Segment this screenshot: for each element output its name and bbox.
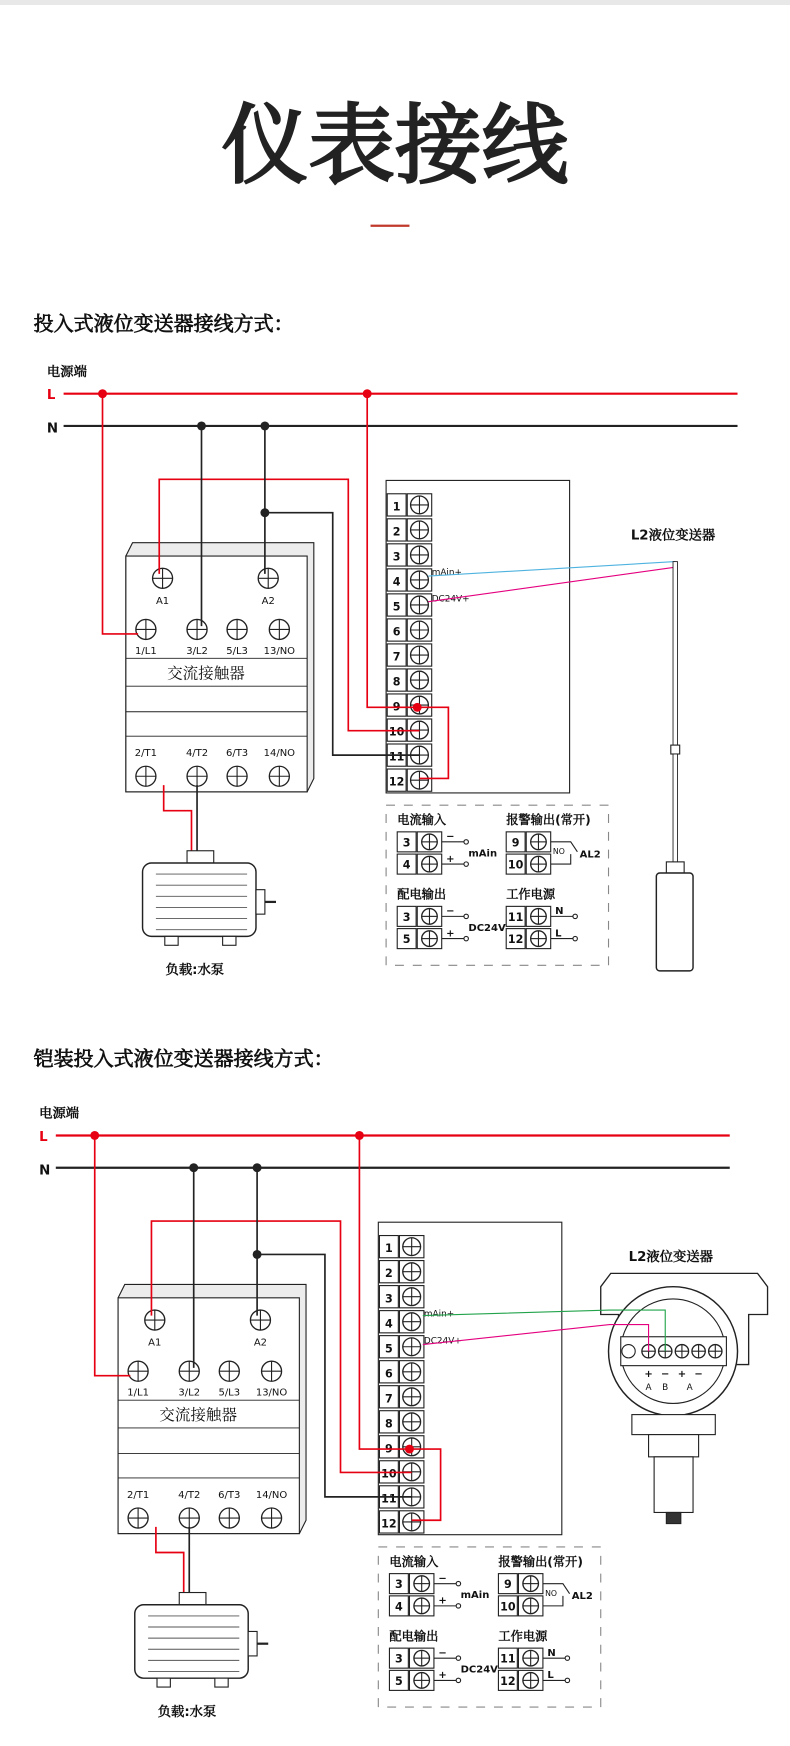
legend-terminal xyxy=(389,1670,433,1690)
terminal-number: 5 xyxy=(392,600,401,614)
dc24v-plus-label: DC24V+ xyxy=(431,594,470,605)
terminal-number: 4 xyxy=(385,1317,393,1331)
alarm-label: AL2 xyxy=(571,1591,593,1603)
probe-cap xyxy=(666,862,684,873)
legend-lead-end xyxy=(464,840,468,844)
coil-label: A1 xyxy=(148,1337,162,1349)
strip-terminal xyxy=(379,1436,423,1458)
load-label: 负载:水泵 xyxy=(165,963,225,979)
terminal-number: 5 xyxy=(385,1342,393,1356)
terminal-A1 xyxy=(153,568,173,588)
terminal-screw-icon xyxy=(411,596,429,614)
legend-lead-end xyxy=(456,1604,460,1608)
terminal-screw-icon xyxy=(411,621,429,639)
motor-terminal-box xyxy=(179,1593,206,1605)
terminal-bottom-label: 2/T1 xyxy=(127,1490,150,1502)
mAin-plus-label: mAin+ xyxy=(431,567,462,578)
legend-title: 工作电源 xyxy=(506,887,556,902)
legend-title: 配电输出 xyxy=(397,887,447,902)
legend-sign: + xyxy=(446,853,455,865)
terminal-top xyxy=(179,1361,199,1381)
terminal-A1 xyxy=(145,1310,165,1330)
motor-foot xyxy=(157,1678,170,1687)
wiring-diagram-1 xyxy=(47,363,738,978)
terminal-sign: + xyxy=(677,1368,687,1380)
terminal-strip xyxy=(378,1222,561,1535)
legend-sign: + xyxy=(446,928,455,940)
transmitter-terminal xyxy=(675,1345,688,1358)
legend-sign: + xyxy=(438,1670,447,1682)
legend-lead-end xyxy=(456,1678,460,1682)
dc24v-plus-label: DC24V+ xyxy=(423,1336,462,1347)
legend-title: 工作电源 xyxy=(498,1629,548,1644)
legend-title: 电流输入 xyxy=(397,813,447,828)
terminal-number: 8 xyxy=(385,1417,393,1431)
strip-terminal xyxy=(387,694,431,716)
terminal-screw-icon xyxy=(414,1650,430,1666)
junction-dot xyxy=(260,508,269,517)
terminal-screw-icon xyxy=(414,1576,430,1592)
terminal-bottom xyxy=(227,766,247,786)
legend-sign: L xyxy=(547,1670,554,1682)
terminal-bottom-label: 14/NO xyxy=(255,1490,288,1502)
terminal-number: 9 xyxy=(504,1578,512,1592)
terminal-top-label: 1/L1 xyxy=(135,645,157,657)
terminal-bottom xyxy=(136,766,156,786)
terminal-number: 9 xyxy=(392,700,401,714)
strip-terminal xyxy=(387,494,431,516)
legend-lead-end xyxy=(565,1656,569,1660)
terminal-number: 5 xyxy=(395,1674,403,1688)
terminal-sign: + xyxy=(644,1368,653,1380)
terminal-screw-icon xyxy=(523,1650,539,1666)
section-heading-2: 铠装投入式液位变送器接线方式： xyxy=(33,1046,334,1071)
contactor-name: 交流接触器 xyxy=(167,664,245,683)
legend-sign: − xyxy=(446,906,455,918)
power-source-label: 电源端 xyxy=(39,1106,80,1122)
cable-exit xyxy=(666,1512,680,1523)
terminal-bottom xyxy=(269,766,289,786)
coil-label: A1 xyxy=(155,595,170,607)
terminal-number: 7 xyxy=(392,650,401,664)
terminal-letter: A xyxy=(645,1383,652,1394)
terminal-bottom-label: 4/T2 xyxy=(178,1490,201,1502)
legend-sign: − xyxy=(438,1573,447,1585)
terminal-screw-icon xyxy=(422,909,438,925)
strip-terminal xyxy=(387,519,431,541)
legend-terminal xyxy=(397,854,441,874)
section-heading-1: 投入式液位变送器接线方式： xyxy=(33,311,294,336)
terminal-sign: − xyxy=(694,1368,703,1380)
terminal-screw-icon xyxy=(411,646,429,664)
strip-terminal xyxy=(379,1261,423,1283)
terminal-screw-icon xyxy=(411,771,429,789)
legend-terminal xyxy=(397,906,441,926)
strip-terminal xyxy=(387,569,431,591)
terminal-screw-icon xyxy=(403,1513,421,1531)
junction-dot xyxy=(260,421,269,430)
terminal-screw-icon xyxy=(403,1338,421,1356)
legend-terminal xyxy=(389,1648,433,1668)
load-label: 负载:水泵 xyxy=(157,1704,217,1720)
strip-terminal xyxy=(387,619,431,641)
legend-signal-label: mAin xyxy=(460,1590,490,1602)
junction-dot xyxy=(355,1131,364,1140)
junction-dot xyxy=(413,703,422,712)
terminal-top-label: 5/L3 xyxy=(218,1387,241,1399)
legend-sign: − xyxy=(446,831,455,843)
legend-terminal xyxy=(389,1596,433,1616)
terminal-number: 3 xyxy=(402,836,411,850)
terminal-screw-icon xyxy=(523,1598,539,1614)
terminal-A2 xyxy=(258,568,278,588)
terminal-letter: A xyxy=(686,1383,693,1394)
terminal-top-label: 13/NO xyxy=(255,1387,288,1399)
terminal-screw-icon xyxy=(411,521,429,539)
transmitter-label: L2液位变送器 xyxy=(630,528,716,544)
terminal-screw-icon xyxy=(411,671,429,689)
terminal-number: 9 xyxy=(511,836,520,850)
terminal-screw-icon xyxy=(403,1388,421,1406)
motor-pump xyxy=(135,1527,268,1720)
terminal-top xyxy=(128,1361,148,1381)
motor-foot xyxy=(165,936,178,945)
terminal-top xyxy=(269,619,289,639)
terminal-number: 11 xyxy=(500,1652,516,1666)
terminal-number: 12 xyxy=(500,1674,516,1688)
legend-lead-end xyxy=(573,936,577,940)
terminal-top-label: 5/L3 xyxy=(226,645,248,657)
motor-terminal-box xyxy=(187,851,214,863)
terminal-number: 9 xyxy=(385,1442,393,1456)
terminal-number: 4 xyxy=(402,858,411,872)
legend-title: 报警输出(常开) xyxy=(498,1554,583,1569)
motor-shaft-housing xyxy=(256,890,265,914)
terminal-number: 12 xyxy=(381,1517,397,1531)
terminal-A2 xyxy=(250,1310,270,1330)
terminal-bottom xyxy=(219,1508,239,1528)
terminal-number: 6 xyxy=(392,625,401,639)
legend-lead-end xyxy=(464,862,468,866)
legend-terminal xyxy=(506,929,550,949)
terminal-screw-icon xyxy=(422,856,438,872)
terminal-top xyxy=(227,619,247,639)
junction-dot xyxy=(405,1445,414,1454)
terminal-number: 3 xyxy=(395,1652,403,1666)
wiring-legend xyxy=(378,1547,600,1707)
terminal-top-label: 1/L1 xyxy=(127,1387,149,1399)
terminal-bottom-label: 14/NO xyxy=(263,748,296,760)
terminal-number: 6 xyxy=(385,1367,393,1381)
terminal-screw-icon xyxy=(523,1576,539,1592)
terminal-bottom-label: 4/T2 xyxy=(185,748,209,760)
line-N-label: N xyxy=(39,1163,51,1179)
terminal-number: 12 xyxy=(507,933,524,947)
terminal-screw-icon xyxy=(411,571,429,589)
legend-terminal xyxy=(498,1596,542,1616)
terminal-number: 11 xyxy=(388,750,405,764)
terminal-number: 2 xyxy=(392,525,401,539)
legend-terminal xyxy=(389,1574,433,1594)
terminal-screw-icon xyxy=(403,1363,421,1381)
terminal-number: 3 xyxy=(402,910,411,924)
terminal-top xyxy=(262,1361,282,1381)
terminal-top-label: 13/NO xyxy=(263,645,296,657)
mount-hole xyxy=(622,1345,635,1358)
relay-no-label: NO xyxy=(545,1588,558,1598)
legend-signal-label: DC24V xyxy=(460,1664,498,1676)
junction-dot xyxy=(197,421,206,430)
legend-title: 配电输出 xyxy=(389,1629,439,1644)
strip-terminal xyxy=(387,644,431,666)
ac-contactor xyxy=(118,1284,306,1533)
relay-no-label: NO xyxy=(552,847,565,857)
motor-shaft-housing xyxy=(248,1631,257,1655)
mAin-plus-label: mAin+ xyxy=(423,1309,455,1320)
legend-lead-end xyxy=(573,914,577,918)
page-title: 仪表接线 xyxy=(221,95,569,197)
cable-gland xyxy=(654,1457,693,1513)
terminal-number: 1 xyxy=(385,1242,393,1256)
wire xyxy=(156,1527,184,1596)
power-source-label: 电源端 xyxy=(46,364,87,380)
legend-terminal xyxy=(506,832,550,852)
legend-terminal xyxy=(506,906,550,926)
probe-cable xyxy=(673,754,677,865)
legend-title: 报警输出(常开) xyxy=(506,813,591,828)
strip-terminal xyxy=(379,1236,423,1258)
strip-terminal xyxy=(387,669,431,691)
terminal-number: 10 xyxy=(500,1600,516,1614)
junction-dot xyxy=(98,389,107,398)
legend-lead-end xyxy=(456,1581,460,1585)
housing-neck xyxy=(632,1415,715,1435)
line-N-label: N xyxy=(46,421,59,437)
legend-terminal xyxy=(498,1670,542,1690)
terminal-sign: − xyxy=(661,1368,670,1380)
legend-terminal xyxy=(397,832,441,852)
terminal-screw-icon xyxy=(531,834,547,850)
terminal-letter: B xyxy=(662,1383,669,1394)
strip-terminal xyxy=(387,769,431,791)
junction-dot xyxy=(253,1163,262,1172)
terminal-top-label: 3/L2 xyxy=(178,1387,201,1399)
terminal-number: 5 xyxy=(402,933,411,947)
terminal-top xyxy=(219,1361,239,1381)
terminal-bottom xyxy=(187,766,207,786)
terminal-number: 10 xyxy=(381,1467,397,1481)
terminal-number: 11 xyxy=(381,1492,397,1506)
terminal-number: 10 xyxy=(507,858,524,872)
cable-joint xyxy=(671,745,680,754)
legend-terminal xyxy=(498,1648,542,1668)
terminal-screw-icon xyxy=(403,1263,421,1281)
terminal-screw-icon xyxy=(403,1238,421,1256)
legend-terminal xyxy=(397,929,441,949)
strip-terminal xyxy=(387,594,431,616)
terminal-number: 1 xyxy=(392,500,401,514)
terminal-number: 12 xyxy=(388,775,405,789)
strip-terminal xyxy=(379,1386,423,1408)
terminal-screw-icon xyxy=(531,909,547,925)
terminal-bottom-label: 2/T1 xyxy=(134,748,157,760)
terminal-number: 3 xyxy=(395,1578,403,1592)
strip-terminal xyxy=(379,1286,423,1308)
terminal-screw-icon xyxy=(411,546,429,564)
strip-terminal xyxy=(379,1311,423,1333)
terminal-bottom-label: 6/T3 xyxy=(225,748,249,760)
terminal-top xyxy=(136,619,156,639)
strip-terminal xyxy=(379,1336,423,1358)
terminal-bottom xyxy=(262,1508,282,1528)
terminal-bottom-label: 6/T3 xyxy=(218,1490,241,1502)
legend-sign: N xyxy=(547,1647,556,1659)
transmitter-terminal xyxy=(709,1345,722,1358)
terminal-screw-icon xyxy=(523,1673,539,1689)
terminal-top xyxy=(187,619,207,639)
terminal-number: 4 xyxy=(395,1600,403,1614)
junction-dot xyxy=(90,1131,99,1140)
terminal-screw-icon xyxy=(422,834,438,850)
legend-sign: N xyxy=(555,906,564,918)
legend-terminal xyxy=(498,1574,542,1594)
strip-terminal xyxy=(379,1511,423,1533)
transmitter-terminal xyxy=(692,1345,705,1358)
legend-signal-label: DC24V xyxy=(468,922,506,934)
strip-terminal xyxy=(387,544,431,566)
legend-signal-label: mAin xyxy=(468,848,498,860)
wiring-legend xyxy=(386,805,608,965)
terminal-strip xyxy=(386,480,569,793)
probe-cable xyxy=(673,562,677,745)
legend-terminal xyxy=(506,854,550,874)
ac-contactor xyxy=(126,543,314,792)
legend-lead-end xyxy=(456,1656,460,1660)
probe-body xyxy=(656,873,693,971)
legend-lead-end xyxy=(464,936,468,940)
terminal-number: 7 xyxy=(385,1392,393,1406)
terminal-screw-icon xyxy=(531,931,547,947)
process-fitting xyxy=(649,1435,699,1457)
legend-lead-end xyxy=(464,914,468,918)
terminal-screw-icon xyxy=(403,1413,421,1431)
contactor-name: 交流接触器 xyxy=(159,1406,238,1425)
terminal-screw-icon xyxy=(414,1598,430,1614)
terminal-bottom xyxy=(128,1508,148,1528)
legend-sign: − xyxy=(438,1647,447,1659)
junction-dot xyxy=(363,389,372,398)
terminal-top-label: 3/L2 xyxy=(186,645,208,657)
transmitter-label: L2液位变送器 xyxy=(628,1250,714,1266)
legend-title: 电流输入 xyxy=(389,1554,439,1569)
terminal-number: 3 xyxy=(392,550,401,564)
alarm-label: AL2 xyxy=(579,849,601,861)
terminal-number: 11 xyxy=(507,910,524,924)
terminal-screw-icon xyxy=(531,856,547,872)
terminal-number: 8 xyxy=(392,675,401,689)
motor-pump xyxy=(143,785,276,978)
junction-dot xyxy=(189,1163,198,1172)
terminal-screw-icon xyxy=(403,1313,421,1331)
motor-foot xyxy=(223,936,236,945)
wire xyxy=(164,785,192,854)
terminal-screw-icon xyxy=(414,1673,430,1689)
terminal-number: 2 xyxy=(385,1267,393,1281)
terminal-number: 4 xyxy=(392,575,401,589)
strip-terminal xyxy=(379,1361,423,1383)
wiring-diagram-2 xyxy=(39,1105,767,1720)
coil-label: A2 xyxy=(261,595,275,607)
legend-lead-end xyxy=(565,1678,569,1682)
line-L-label: L xyxy=(46,388,56,404)
coil-label: A2 xyxy=(253,1337,268,1349)
junction-dot xyxy=(253,1250,262,1259)
terminal-screw-icon xyxy=(403,1288,421,1306)
line-L-label: L xyxy=(39,1130,48,1146)
terminal-number: 3 xyxy=(385,1292,393,1306)
terminal-screw-icon xyxy=(411,496,429,514)
terminal-screw-icon xyxy=(422,931,438,947)
terminal-number: 10 xyxy=(388,725,405,739)
terminal-bottom xyxy=(179,1508,199,1528)
legend-sign: + xyxy=(438,1595,447,1607)
legend-sign: L xyxy=(555,928,562,940)
strip-terminal xyxy=(379,1411,423,1433)
motor-foot xyxy=(215,1678,228,1687)
